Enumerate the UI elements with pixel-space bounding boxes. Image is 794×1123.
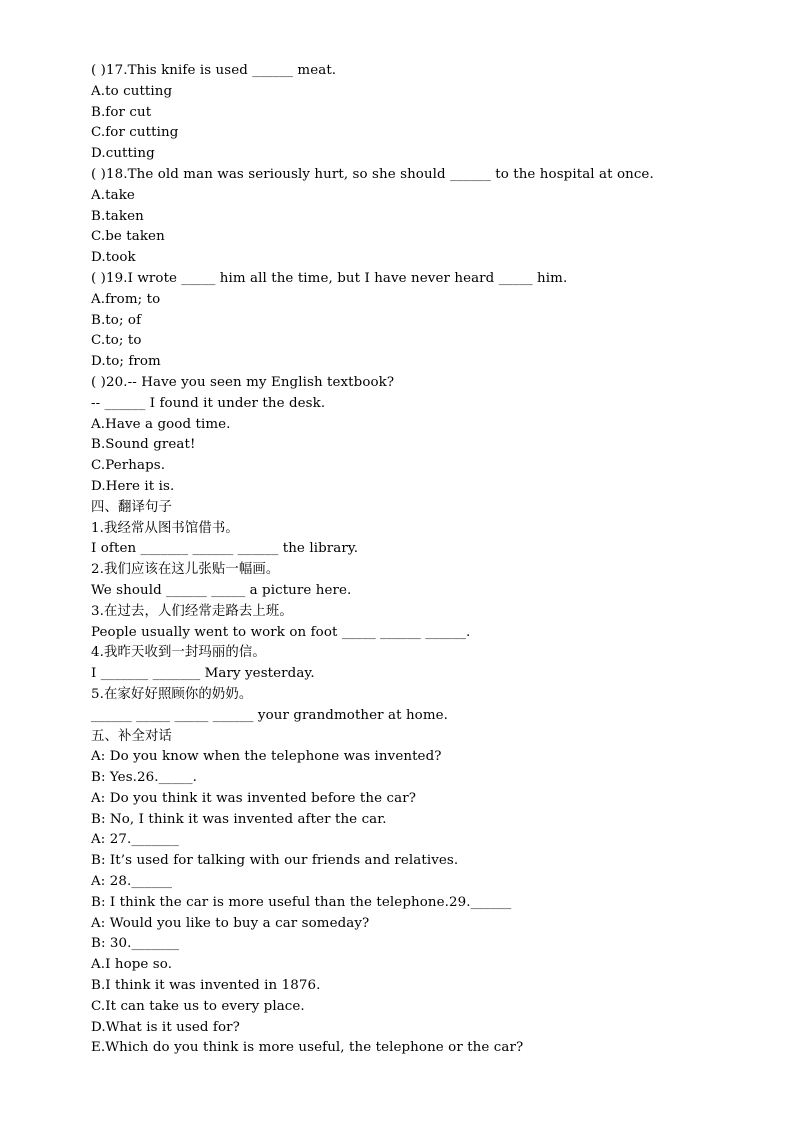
dialogue-line: A: Would you like to buy a car someday? — [91, 915, 370, 931]
section-heading: 四、翻译句子 — [91, 499, 172, 515]
translation-en: ______ _____ _____ ______ your grandmother at home. — [91, 707, 449, 723]
translation-zh: 2.我们应该在这儿张贴一幅画。 — [91, 562, 280, 578]
option: C.for cutting — [91, 125, 179, 141]
option: A.Have a good time. — [91, 416, 231, 432]
question-stem: ( )17.This knife is used ______ meat. — [91, 63, 337, 78]
translation-section — [91, 498, 771, 727]
dialogue-line: B: 30._______ — [91, 936, 180, 952]
question-stem: ( )19.I wrote _____ him all the time, but I have never heard _____ him. — [91, 270, 568, 286]
question-18 — [91, 165, 771, 269]
translation-zh: 1.我经常从图书馆借书。 — [91, 520, 239, 536]
dialogue-section — [91, 727, 771, 1060]
option: D.Here it is. — [91, 478, 175, 494]
dialogue-option: A.I hope so. — [91, 957, 173, 973]
translation-en: I often _______ ______ ______ the library. — [91, 541, 359, 557]
dialogue-option: B.I think it was invented in 1876. — [91, 978, 321, 994]
option: A.from; to — [91, 291, 161, 307]
option: B.for cut — [91, 104, 152, 120]
dialogue-line: B: No, I think it was invented after the car. — [91, 811, 387, 827]
dialogue-line: A: 27._______ — [91, 832, 179, 848]
translation-zh: 3.在过去，人们经常走路去上班。 — [91, 603, 293, 619]
dialogue-line: A: Do you think it was invented before the car? — [91, 790, 416, 806]
dialogue-line: A: 28.______ — [91, 874, 173, 890]
question-stem: ( )18.The old man was seriously hurt, so she should ______ to the hospital at once. — [91, 166, 654, 182]
option: C.to; to — [91, 333, 142, 349]
section-heading: 五、补全对话 — [91, 728, 172, 744]
translation-en: People usually went to work on foot _____ ______ ______. — [91, 624, 471, 640]
dialogue-line: B: Yes.26._____. — [91, 770, 197, 786]
option: D.took — [91, 250, 136, 266]
option: B.Sound great! — [91, 437, 196, 453]
worksheet-page — [91, 61, 771, 1059]
dialogue-line: A: Do you know when the telephone was invented? — [91, 749, 442, 765]
question-17 — [91, 61, 771, 165]
dialogue-option: E.Which do you think is more useful, the telephone or the car? — [91, 1040, 524, 1056]
dialogue-line: B: I think the car is more useful than the telephone.29.______ — [91, 894, 512, 910]
translation-en: I _______ _______ Mary yesterday. — [91, 666, 315, 682]
translation-zh: 4.我昨天收到一封玛丽的信。 — [91, 645, 266, 661]
option: A.take — [91, 187, 135, 203]
option: A.to cutting — [91, 83, 173, 99]
question-19 — [91, 269, 771, 373]
option: B.taken — [91, 208, 144, 224]
option: D.cutting — [91, 146, 155, 162]
option: D.to; from — [91, 354, 161, 370]
translation-zh: 5.在家好好照顾你的奶奶。 — [91, 686, 253, 702]
option: C.Perhaps. — [91, 458, 166, 474]
dialogue-option: D.What is it used for? — [91, 1019, 240, 1035]
dialogue-option: C.It can take us to every place. — [91, 998, 305, 1014]
option: B.to; of — [91, 312, 142, 328]
dialogue-line: B: It’s used for talking with our friends and relatives. — [91, 853, 459, 869]
translation-en: We should ______ _____ a picture here. — [91, 582, 352, 598]
question-stem-reply: -- ______ I found it under the desk. — [91, 395, 326, 411]
option: C.be taken — [91, 229, 165, 245]
question-stem: ( )20.-- Have you seen my English textbook? — [91, 374, 395, 390]
question-20 — [91, 373, 771, 498]
